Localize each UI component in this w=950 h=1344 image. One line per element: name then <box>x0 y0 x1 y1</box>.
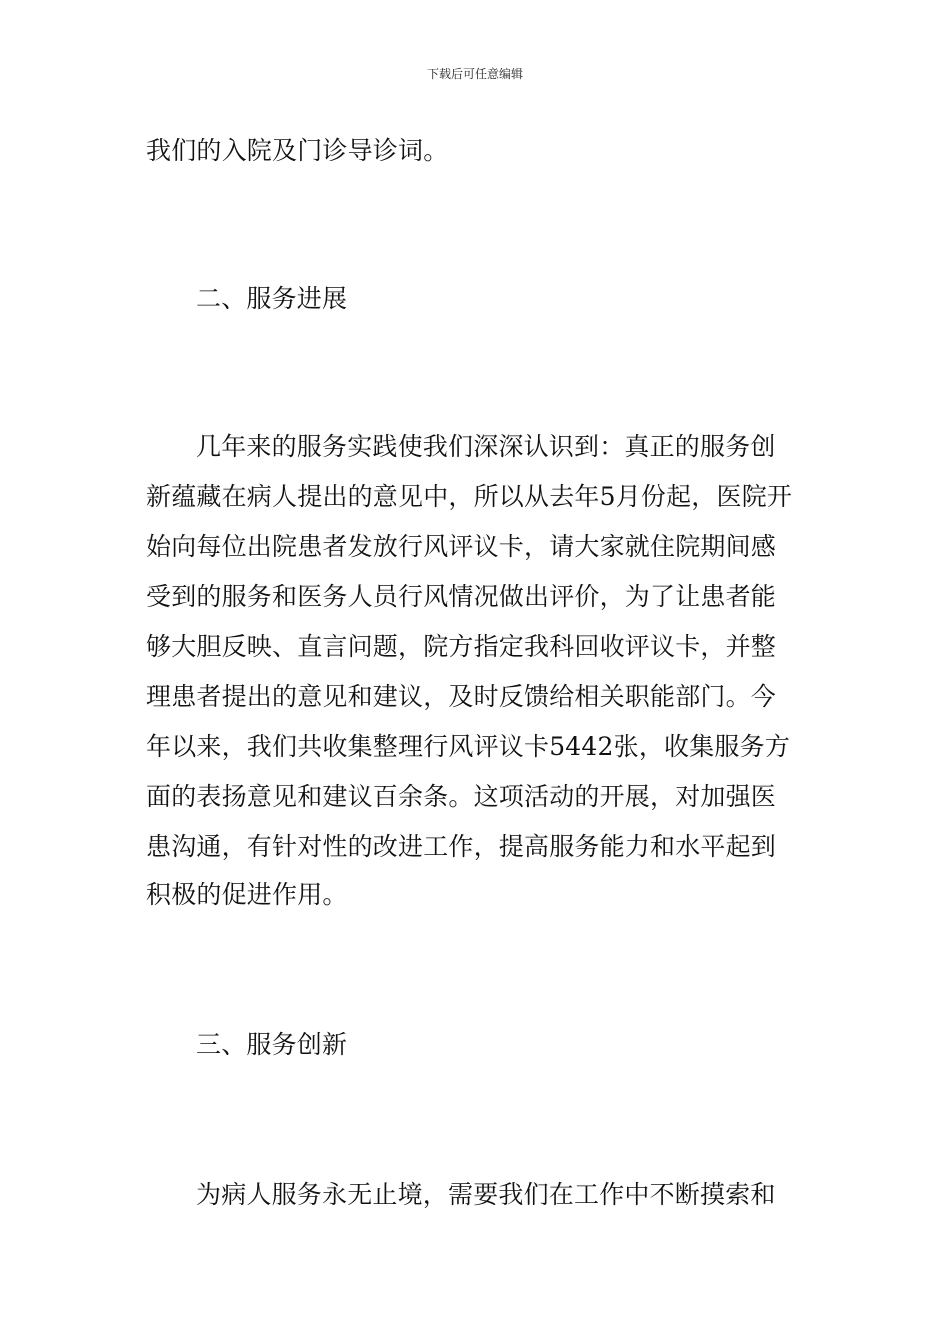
paragraph-line: 积极的促进作用。 <box>146 880 348 909</box>
paragraph-line: 够大胆反映、直言问题，院方指定我科回收评议卡，并整 <box>146 632 777 661</box>
paragraph-line: 始向每位出院患者发放行风评议卡，请大家就住院期间感 <box>146 532 777 561</box>
paragraph-line: 为病人服务永无止境，需要我们在工作中不断摸索和 <box>196 1180 776 1209</box>
paragraph-line: 受到的服务和医务人员行风情况做出评价，为了让患者能 <box>146 582 777 611</box>
paragraph-line: 年以来，我们共收集整理行风评议卡5442张，收集服务方 <box>146 732 791 761</box>
paragraph-line: 几年来的服务实践使我们深深认识到：真正的服务创 <box>196 432 776 461</box>
paragraph-line: 新蕴藏在病人提出的意见中，所以从去年5月份起，医院开 <box>146 482 793 511</box>
paragraph-line: 理患者提出的意见和建议，及时反馈给相关职能部门。今 <box>146 682 777 711</box>
paragraph-line: 我们的入院及门诊导诊词。 <box>146 136 449 165</box>
page-header-note: 下载后可任意编辑 <box>426 67 523 81</box>
section-heading: 三、服务创新 <box>196 1030 348 1059</box>
paragraph-line: 患沟通，有针对性的改进工作，提高服务能力和水平起到 <box>146 832 777 861</box>
paragraph-line: 面的表扬意见和建议百余条。这项活动的开展，对加强医 <box>146 782 777 811</box>
section-heading: 二、服务进展 <box>196 284 348 313</box>
